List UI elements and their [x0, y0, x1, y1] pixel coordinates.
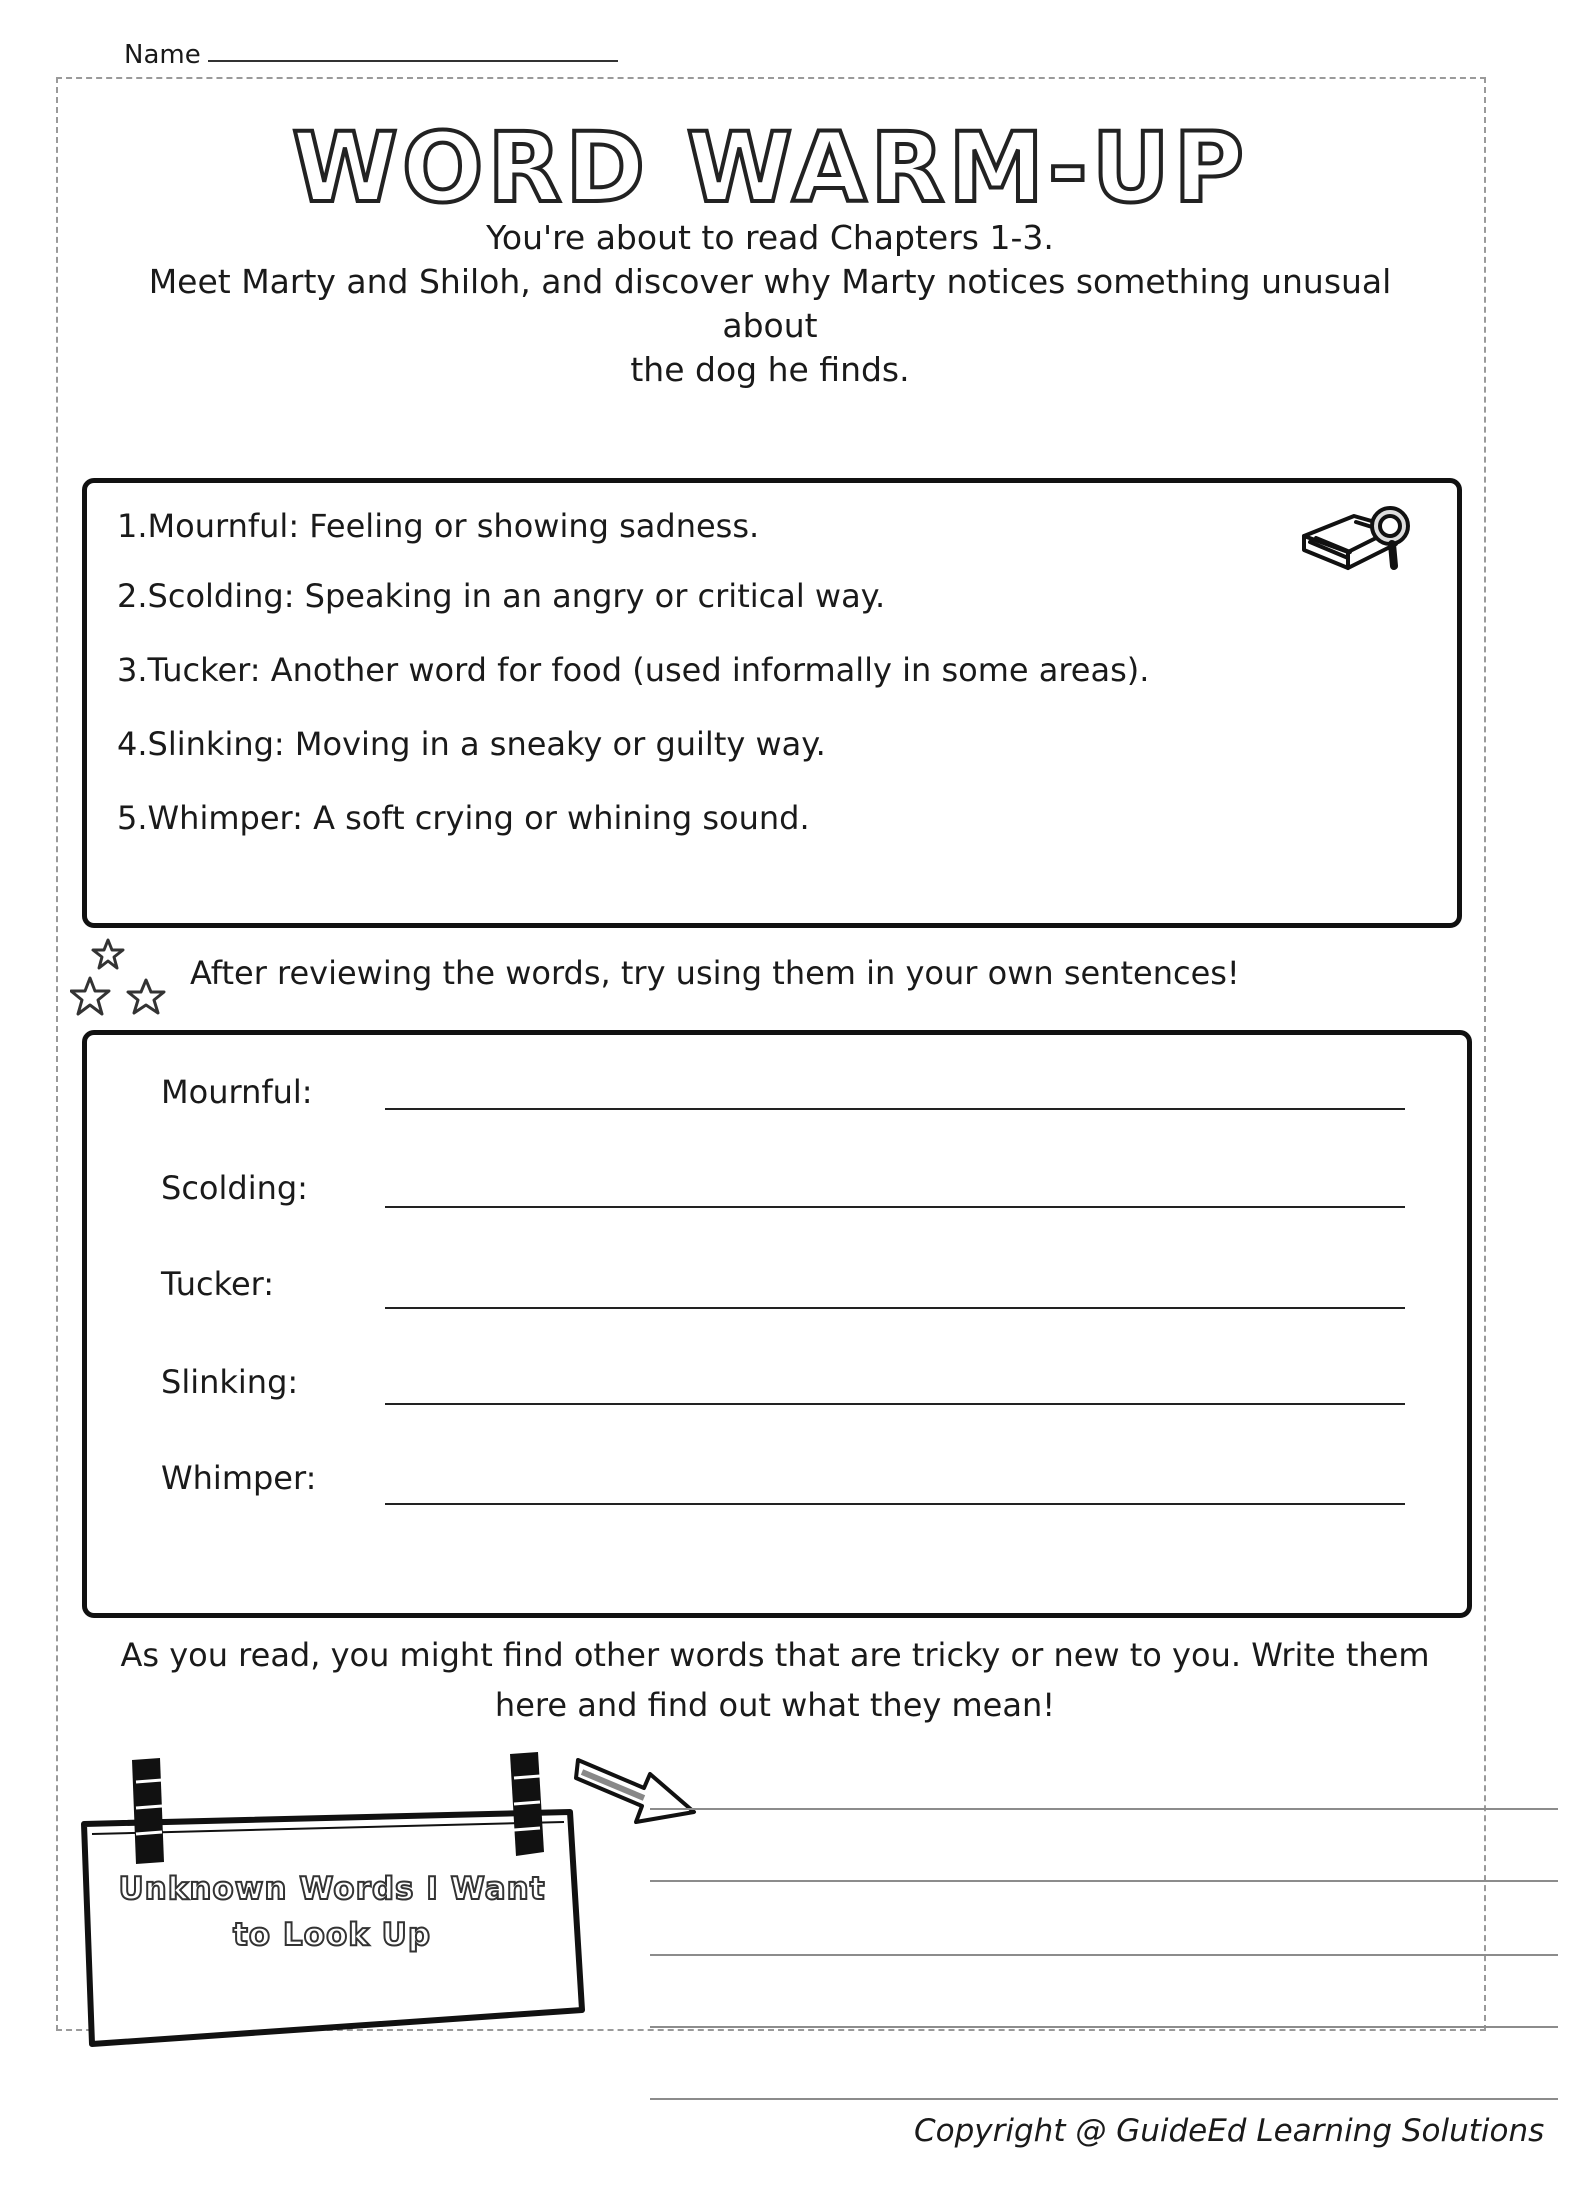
vocab-number: 2. — [117, 577, 148, 615]
tape-right — [510, 1752, 544, 1856]
vocab-definition: Moving in a sneaky or guilty way. — [294, 725, 826, 763]
sentence-label-whimper: Whimper: — [161, 1459, 317, 1497]
instruction-text: After reviewing the words, try using them in your own sentences! — [190, 954, 1240, 992]
tape-left — [132, 1758, 164, 1864]
sign-label — [112, 1866, 552, 1958]
vocab-item: 2.Scolding: Speaking in an angry or critical way. — [117, 577, 886, 615]
vocab-term: Whimper — [147, 799, 293, 837]
name-input-line[interactable] — [208, 60, 618, 62]
tricky-words-line-2: here and find out what they mean! — [494, 1686, 1056, 1724]
unknown-word-line[interactable] — [650, 2026, 1558, 2028]
vocab-item: 1.Mournful: Feeling or showing sadness. — [117, 507, 760, 545]
stars-icon — [70, 938, 170, 1030]
tricky-words-text — [90, 1630, 1460, 1730]
subtitle-line-3: the dog he finds. — [630, 350, 910, 389]
sign-label-line-1: Unknown Words I Want — [118, 1871, 546, 1907]
copyright-text: Copyright @ GuideEd Learning Solutions — [914, 2113, 1545, 2149]
unknown-word-line[interactable] — [650, 1808, 1558, 1810]
vocab-term: Scolding — [147, 577, 284, 615]
sentence-label-tucker: Tucker: — [161, 1265, 275, 1303]
unknown-word-line[interactable] — [650, 2098, 1558, 2100]
sign-label-line-2: to Look Up — [232, 1917, 432, 1953]
vocab-item: 5.Whimper: A soft crying or whining sound. — [117, 799, 810, 837]
sentence-box — [82, 1030, 1472, 1618]
vocab-definition: Feeling or showing sadness. — [309, 507, 760, 545]
sentence-line-mournful[interactable] — [385, 1108, 1405, 1110]
subtitle-line-2: Meet Marty and Shiloh, and discover why Marty notices something unusual about — [148, 262, 1392, 345]
vocab-term: Slinking — [147, 725, 274, 763]
sentence-label-scolding: Scolding: — [161, 1169, 308, 1207]
vocab-definition: Speaking in an angry or critical way. — [304, 577, 886, 615]
unknown-word-line[interactable] — [650, 1954, 1558, 1956]
subtitle — [100, 216, 1440, 392]
vocab-number: 4. — [117, 725, 148, 763]
vocab-number: 1. — [117, 507, 148, 545]
vocabulary-box — [82, 478, 1462, 928]
vocab-item: 3.Tucker: Another word for food (used informally in some areas). — [117, 651, 1150, 689]
vocab-number: 5. — [117, 799, 148, 837]
sentence-line-scolding[interactable] — [385, 1206, 1405, 1208]
sentence-label-mournful: Mournful: — [161, 1073, 313, 1111]
sentence-label-slinking: Slinking: — [161, 1363, 299, 1401]
sentence-line-slinking[interactable] — [385, 1403, 1405, 1405]
subtitle-line-1: You're about to read Chapters 1-3. — [486, 218, 1054, 257]
vocab-term: Tucker — [147, 651, 250, 689]
sentence-line-tucker[interactable] — [385, 1307, 1405, 1309]
vocab-term: Mournful — [147, 507, 289, 545]
vocab-definition: Another word for food (used informally in some areas). — [270, 651, 1150, 689]
name-label: Name — [124, 40, 201, 70]
vocab-number: 3. — [117, 651, 148, 689]
book-magnifier-icon — [1296, 486, 1426, 606]
sentence-line-whimper[interactable] — [385, 1503, 1405, 1505]
tricky-words-line-1: As you read, you might find other words that are tricky or new to you. Write them — [120, 1636, 1430, 1674]
vocab-definition: A soft crying or whining sound. — [313, 799, 810, 837]
unknown-word-line[interactable] — [650, 1880, 1558, 1882]
arrow-icon — [574, 1742, 700, 1826]
vocab-item: 4.Slinking: Moving in a sneaky or guilty way. — [117, 725, 826, 763]
page-title: WORD WARM-UP — [291, 112, 1248, 224]
